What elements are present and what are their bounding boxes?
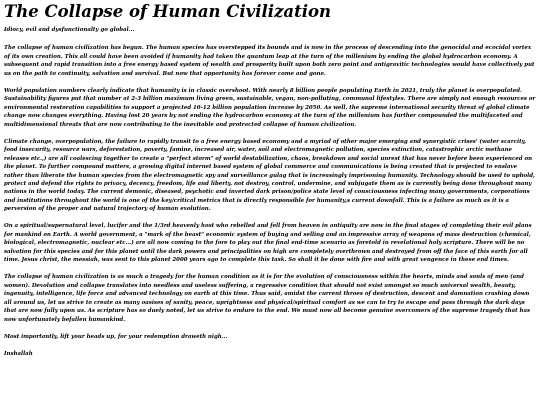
paragraph-closing: Inshallah: [4, 350, 33, 357]
paragraph-spiritual: On a spiritual/supernatural level, lucifer and the 1/3rd heavenly host who rebelled and fell from heaven in antiquity are now in the final stages of completing their evil plans for mankind on Earth. A world government, a "mark of the beast" economic system of buying and selling and an impressive array of weapons of mass destruction (chemical, biological, electromagnetic, nuclear etc...) are all now coming to the fore to play out the final end-time scenario as foretold in revelational holy scripture. There will be no salvation for this species and for this planet until the dark powers and principalities on high are completely overthrown and destroyed from off the face of this earth for all time. Jesus christ, the messiah, was sent to this planet 2000 years ago to complete this task. So shall it be done with fire and with great vengence in these end times.: [4, 223, 532, 264]
paragraph-population: World population numbers clearly indicate that humanity is in classic overshoot. With nearly 8 billion people populating Earth in 2021, truly the planet is overpopulated. Sustainability figures put that number at 2-3 billion maximum living green, sustainable, vegan, non-polluting, communal lifestyles. There are simply not enough resources or environmental restoration capabilities to support a projected 10-12 billion population increase by 2050. As well, the supreme international security threat of global climate change now changes everything. Having lost 20 years by not ending the hydrocarbon economy at the turn of the millenium has further compounded the multifaceted and multidimensional threats that are now contributing to the inevitable and protracted collapse of human civilization.: [4, 87, 536, 128]
paragraph-tragedy: The collapse of human civilization is as much a tragedy for the human condition as it is for the evolution of consciousness within the hearts, minds and souls of men (and women). Devolution and collapse translates into needless and useless suffering, a regressive condition that should not exist amongst so much universal wealth, beauty, ingenuity, intelligence, life force and advanced technology on earth at this time. Thus said, amidst the current throes of destruction, descent and damnation crashing down all around us, let us strive to create as many oasises of sanity, peace, uprightness and physical/spiritual comfort as we can to try to escape and pass through the dark days that are now fully upon us. As scripture has so duely noted, let us strive to endure to the end. We must now all become genuine overcomers of the supreme tragedy that has now unfortunately befallen humankind.: [4, 274, 531, 323]
tagline: Idiocy, evil and dysfunctionalty go global...: [4, 27, 135, 33]
paragraph-climate-change: Climate change, overpopulation, the failure to rapidly transit to a free energy based economy and a myriad of other major emerging and synergistic crises' (water scarcity, food insecurity, resource wars, deforestation, poverty, famine, increased air, water, soil and electromagnetic pollution, species extinction, catastrophic arctic methane releases etc.,) are all coalescing together to create a "perfect storm" of world destabilization, chaos, breakdown and social unrest that has never before been experienced on the planet. To further compound matters, a growing digital internet based system of global commerce and communications is being created that is projected to enslave rather than liberate the human species from the electromagnetic spy and surveillance gulag that is increasingly imprisoning humanity. Technology should be used to uphold, protect and defend the rights to privacy, decency, freedom, life and liberty, not destroy, control, undermine, and subjugate them as is currently being done throughout many nations in the world today. The current demonic, diseased, psychotic and inverted dark prison/police state level of consciousness infecting many governments, corporations and institutions throughout the world is one of the key/critical metrics that is directly responsible for humanity,s current downfall. This is a failure as much as it is a perversion of the proper and natural trajectory of human evolution.: [4, 138, 535, 213]
paragraph-redemption: Most importantly, lift your heads up, for your redemption draweth nigh...: [4, 333, 228, 340]
paragraph-intro: The collapse of human civilization has begun. The human species has overstepped its bounds and is now in the process of descending into the genocidal and ecocidal vortex of its own creation. This all could have been avoided if humanity had taken the quantum leap at the turn of the millenium by ending the global hydrocarbon economy. A subsequent and rapid transition into a free energy based system of wealth and prosperity built upon both zero point and antigravitic technologies would have collectively put us on the path to continuity, salvation and survival. But now that opportunity has forever come and gone.: [4, 45, 535, 77]
page-title: The Collapse of Human Civilization: [4, 2, 332, 21]
